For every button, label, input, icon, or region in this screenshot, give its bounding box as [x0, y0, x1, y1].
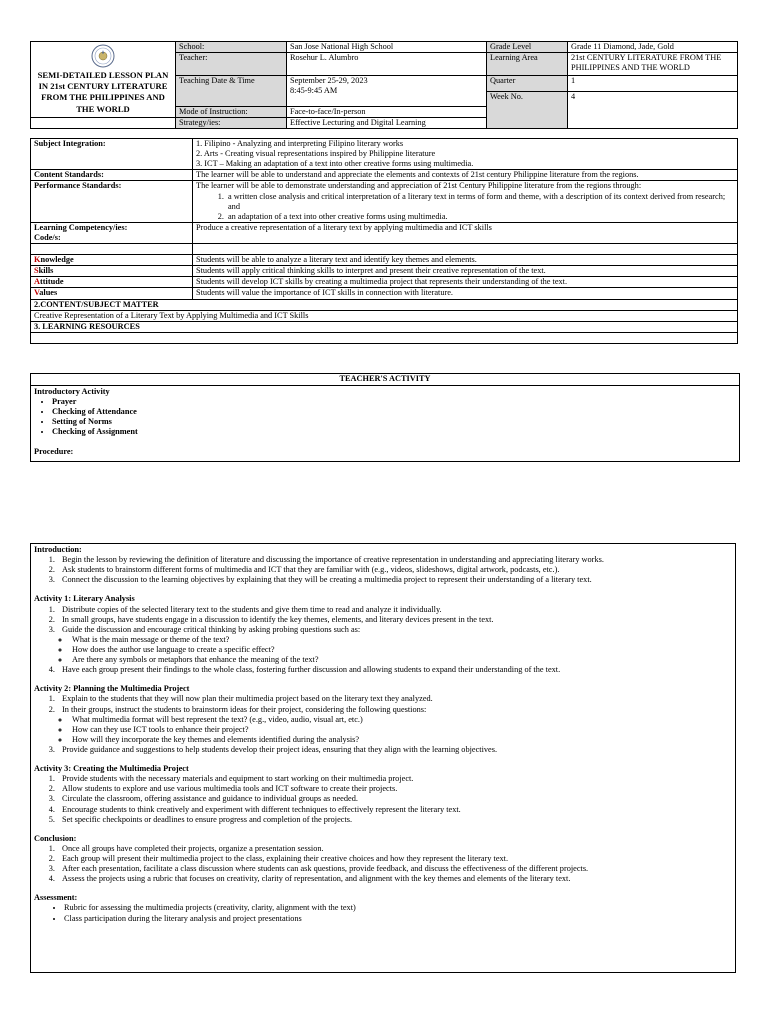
- teachers-activity-heading: TEACHER'S ACTIVITY: [31, 374, 739, 386]
- activity2-heading: Activity 2: Planning the Multimedia Project: [34, 684, 190, 694]
- title-cell-bottom: [31, 117, 176, 128]
- s-letter: S: [34, 266, 39, 276]
- title-cell: [31, 42, 176, 118]
- activity3-item: 3. Circulate the classroom, offering assistance and guidance to individual groups as needed.: [57, 794, 732, 804]
- teacher-label: Teacher:: [176, 53, 287, 76]
- quarter-label: Quarter: [487, 76, 568, 92]
- activity1-question: ◦ What is the main message or theme of the text?: [70, 635, 732, 645]
- activity1-item: 4. Have each group present their findings to the whole class, fostering further discussion and allowing students to expand their understanding of the text.: [57, 665, 732, 675]
- introduction-item: 3. Connect the discussion to the learning objectives by explaining that they will be creating a multimedia project to represent their understanding of a literary text.: [57, 575, 732, 585]
- date-label: Teaching Date & Time: [176, 76, 287, 106]
- knowledge-label: [31, 255, 193, 266]
- assessment-heading: Assessment:: [34, 893, 78, 903]
- introduction-item: 1. Begin the lesson by reviewing the definition of literature and discussing the importance of creative representation in understanding and appreciating literary works.: [57, 555, 732, 565]
- conclusion-item: 3. After each presentation, facilitate a class discussion where students can ask questions, provide feedback, and discuss the effectiveness of the different projects.: [57, 864, 732, 874]
- subject-integration-value: [193, 139, 738, 170]
- introduction-item: 2. Ask students to brainstorm different forms of multimedia and ICT that they are familiar with (e.g., videos, slideshows, digital artwork, podcasts, etc.).: [57, 565, 732, 575]
- subject-item: 1. Filipino - Analyzing and interpreting Filipino literary works: [196, 139, 404, 148]
- activity1-question: ◦ How does the author use language to create a specific effect?: [70, 645, 732, 655]
- procedure-label: Procedure:: [34, 446, 74, 456]
- values-label: [31, 288, 193, 299]
- performance-item: 1. a written close analysis and critical interpretation of a literary text in terms of form and theme, with a description of its context derived from research; and: [226, 192, 734, 212]
- attitude-label: [31, 277, 193, 288]
- k-letter: K: [34, 255, 41, 265]
- week-value: 4: [568, 91, 738, 128]
- activity3-heading: Activity 3: Creating the Multimedia Project: [34, 764, 189, 774]
- objectives-table: [30, 138, 738, 344]
- activity1-item: 3. Guide the discussion and encourage critical thinking by asking probing questions such as:: [57, 625, 732, 635]
- introduction-heading: Introduction:: [34, 545, 82, 554]
- teachers-activity-box: [30, 373, 740, 462]
- activity2-item: 2. In their groups, instruct the students to brainstorm ideas for their project, considering the following questions:: [57, 705, 732, 715]
- intro-activity-item: • Prayer: [52, 397, 736, 407]
- activity1-heading: Activity 1: Literary Analysis: [34, 594, 135, 604]
- area-value: 21st CENTURY LITERATURE FROM THE PHILIPPINES AND THE WORLD: [568, 53, 738, 76]
- activity1-question: ◦ Are there any symbols or metaphors that enhance the meaning of the text?: [70, 655, 732, 665]
- content-standards-label: Content Standards:: [31, 170, 193, 181]
- document-title: SEMI-DETAILED LESSON PLAN IN 21st CENTURY LITERATURE FROM THE PHILIPPINES AND THE WORLD: [37, 70, 169, 114]
- assessment-item: • Class participation during the literary analysis and project presentations: [64, 914, 732, 924]
- intro-activity-item: • Checking of Assignment: [52, 427, 736, 437]
- conclusion-item: 2. Each group will present their multimedia project to the class, explaining their creative choices and how they represent the literary text.: [57, 854, 732, 864]
- lesson-header-table: [30, 41, 738, 129]
- conclusion-item: 1. Once all groups have completed their projects, organize a presentation session.: [57, 844, 732, 854]
- competency-value: Produce a creative representation of a literary text by applying multimedia and ICT skills: [193, 222, 738, 243]
- values-value: Students will value the importance of ICT skills in connection with literature.: [193, 288, 738, 299]
- a-rest: ttitude: [40, 277, 64, 287]
- activity2-item: 1. Explain to the students that they will now plan their multimedia project based on the literary text they analyzed.: [57, 694, 732, 704]
- subject-item: 2. Arts - Creating visual representations inspired by Philippine literature: [196, 149, 436, 159]
- assessment-item: • Rubric for assessing the multimedia projects (creativity, clarity, alignment with the text): [64, 903, 732, 913]
- quarter-value: 1: [568, 76, 738, 92]
- mode-value: Face-to-face/In-person: [287, 106, 487, 117]
- performance-intro: The learner will be able to demonstrate understanding and appreciation of 21st Century Philippine literature from the regions through:: [196, 181, 642, 191]
- date-value: [287, 76, 487, 106]
- v-letter: V: [34, 288, 40, 298]
- grade-value: Grade 11 Diamond, Jade, Gold: [568, 42, 738, 53]
- procedure-box: [30, 543, 736, 973]
- competency-label-text: Learning Competency/ies:: [34, 222, 128, 232]
- performance-standards-value: [193, 181, 738, 222]
- a-letter: A: [34, 277, 40, 287]
- area-label: Learning Area: [487, 53, 568, 76]
- strategy-value: Effective Lecturing and Digital Learning: [287, 117, 487, 128]
- teacher-value: Rosehur L. Alumbro: [287, 53, 487, 76]
- activity3-item: 1. Provide students with the necessary materials and equipment to start working on their multimedia project.: [57, 774, 732, 784]
- subject-item: 3. ICT – Making an adaptation of a text into other creative forms using multimedia.: [196, 159, 474, 169]
- activity3-item: 2. Allow students to explore and use various multimedia tools and ICT software to create their projects.: [57, 784, 732, 794]
- intro-activity-item: • Checking of Attendance: [52, 407, 736, 417]
- blank-row: [31, 244, 193, 255]
- blank-row: [193, 244, 738, 255]
- subject-integration-label: Subject Integration:: [31, 139, 193, 170]
- strategy-label: Strategy/ies:: [176, 117, 287, 128]
- skills-value: Students will apply critical thinking skills to interpret and present their creative representation of the text.: [193, 266, 738, 277]
- content-matter-heading: 2.CONTENT/SUBJECT MATTER: [31, 299, 738, 310]
- school-value: San Jose National High School: [287, 42, 487, 53]
- activity3-item: 5. Set specific checkpoints or deadlines to ensure progress and completion of the projects.: [57, 815, 732, 825]
- content-standards-value: The learner will be able to understand and appreciate the elements and contexts of 21st century Philippine literature from the regions.: [193, 170, 738, 181]
- conclusion-heading: Conclusion:: [34, 833, 77, 843]
- content-matter-value: Creative Representation of a Literary Text by Applying Multimedia and ICT Skills: [31, 310, 738, 321]
- date-text: September 25-29, 2023: [290, 76, 368, 86]
- activity2-question: ◦ How can they use ICT tools to enhance their project?: [70, 725, 732, 735]
- k-rest: nowledge: [40, 255, 74, 265]
- s-rest: kills: [38, 266, 54, 276]
- performance-standards-label: Performance Standards:: [31, 181, 193, 222]
- conclusion-item: 4. Assess the projects using a rubric that focuses on creativity, clarity of representation, and alignment with the key themes and elements of the literary text.: [57, 874, 732, 884]
- code-label-text: Code/s:: [34, 232, 61, 242]
- mode-label: Mode of Instruction:: [176, 106, 287, 117]
- performance-item: 2. an adaptation of a text into other creative forms using multimedia.: [226, 212, 734, 222]
- time-text: 8:45-9:45 AM: [290, 86, 338, 96]
- activity2-item: 3. Provide guidance and suggestions to help students develop their project ideas, ensuring that they align with the learning objectives.: [57, 745, 732, 755]
- skills-label: [31, 266, 193, 277]
- activity1-item: 2. In small groups, have students engage in a discussion to identify the key themes, elements, and literary devices present in the text.: [57, 615, 732, 625]
- knowledge-value: Students will be able to analyze a literary text and identify key themes and elements.: [193, 255, 738, 266]
- activity2-question: ◦ What multimedia format will best represent the text? (e.g., video, audio, visual art, etc.): [70, 715, 732, 725]
- grade-label: Grade Level: [487, 42, 568, 53]
- learning-resources-heading: 3. LEARNING RESOURCES: [31, 321, 738, 332]
- activity3-item: 4. Encourage students to think creatively and experiment with different techniques to effectively represent the literary text.: [57, 805, 732, 815]
- activity2-question: ◦ How will they incorporate the key themes and elements identified during the analysis?: [70, 735, 732, 745]
- week-label: Week No.: [487, 91, 568, 128]
- introductory-activity-heading: Introductory Activity: [34, 387, 110, 396]
- attitude-value: Students will develop ICT skills by creating a multimedia project that represents their understanding of the text.: [193, 277, 738, 288]
- learning-resources-blank: [31, 332, 738, 343]
- competency-label: [31, 222, 193, 243]
- deped-seal-icon: [91, 44, 115, 68]
- school-label: School:: [176, 42, 287, 53]
- intro-activity-item: • Setting of Norms: [52, 417, 736, 427]
- v-rest: alues: [39, 288, 58, 298]
- activity1-item: 1. Distribute copies of the selected literary text to the students and give them time to read and analyze it individually.: [57, 605, 732, 615]
